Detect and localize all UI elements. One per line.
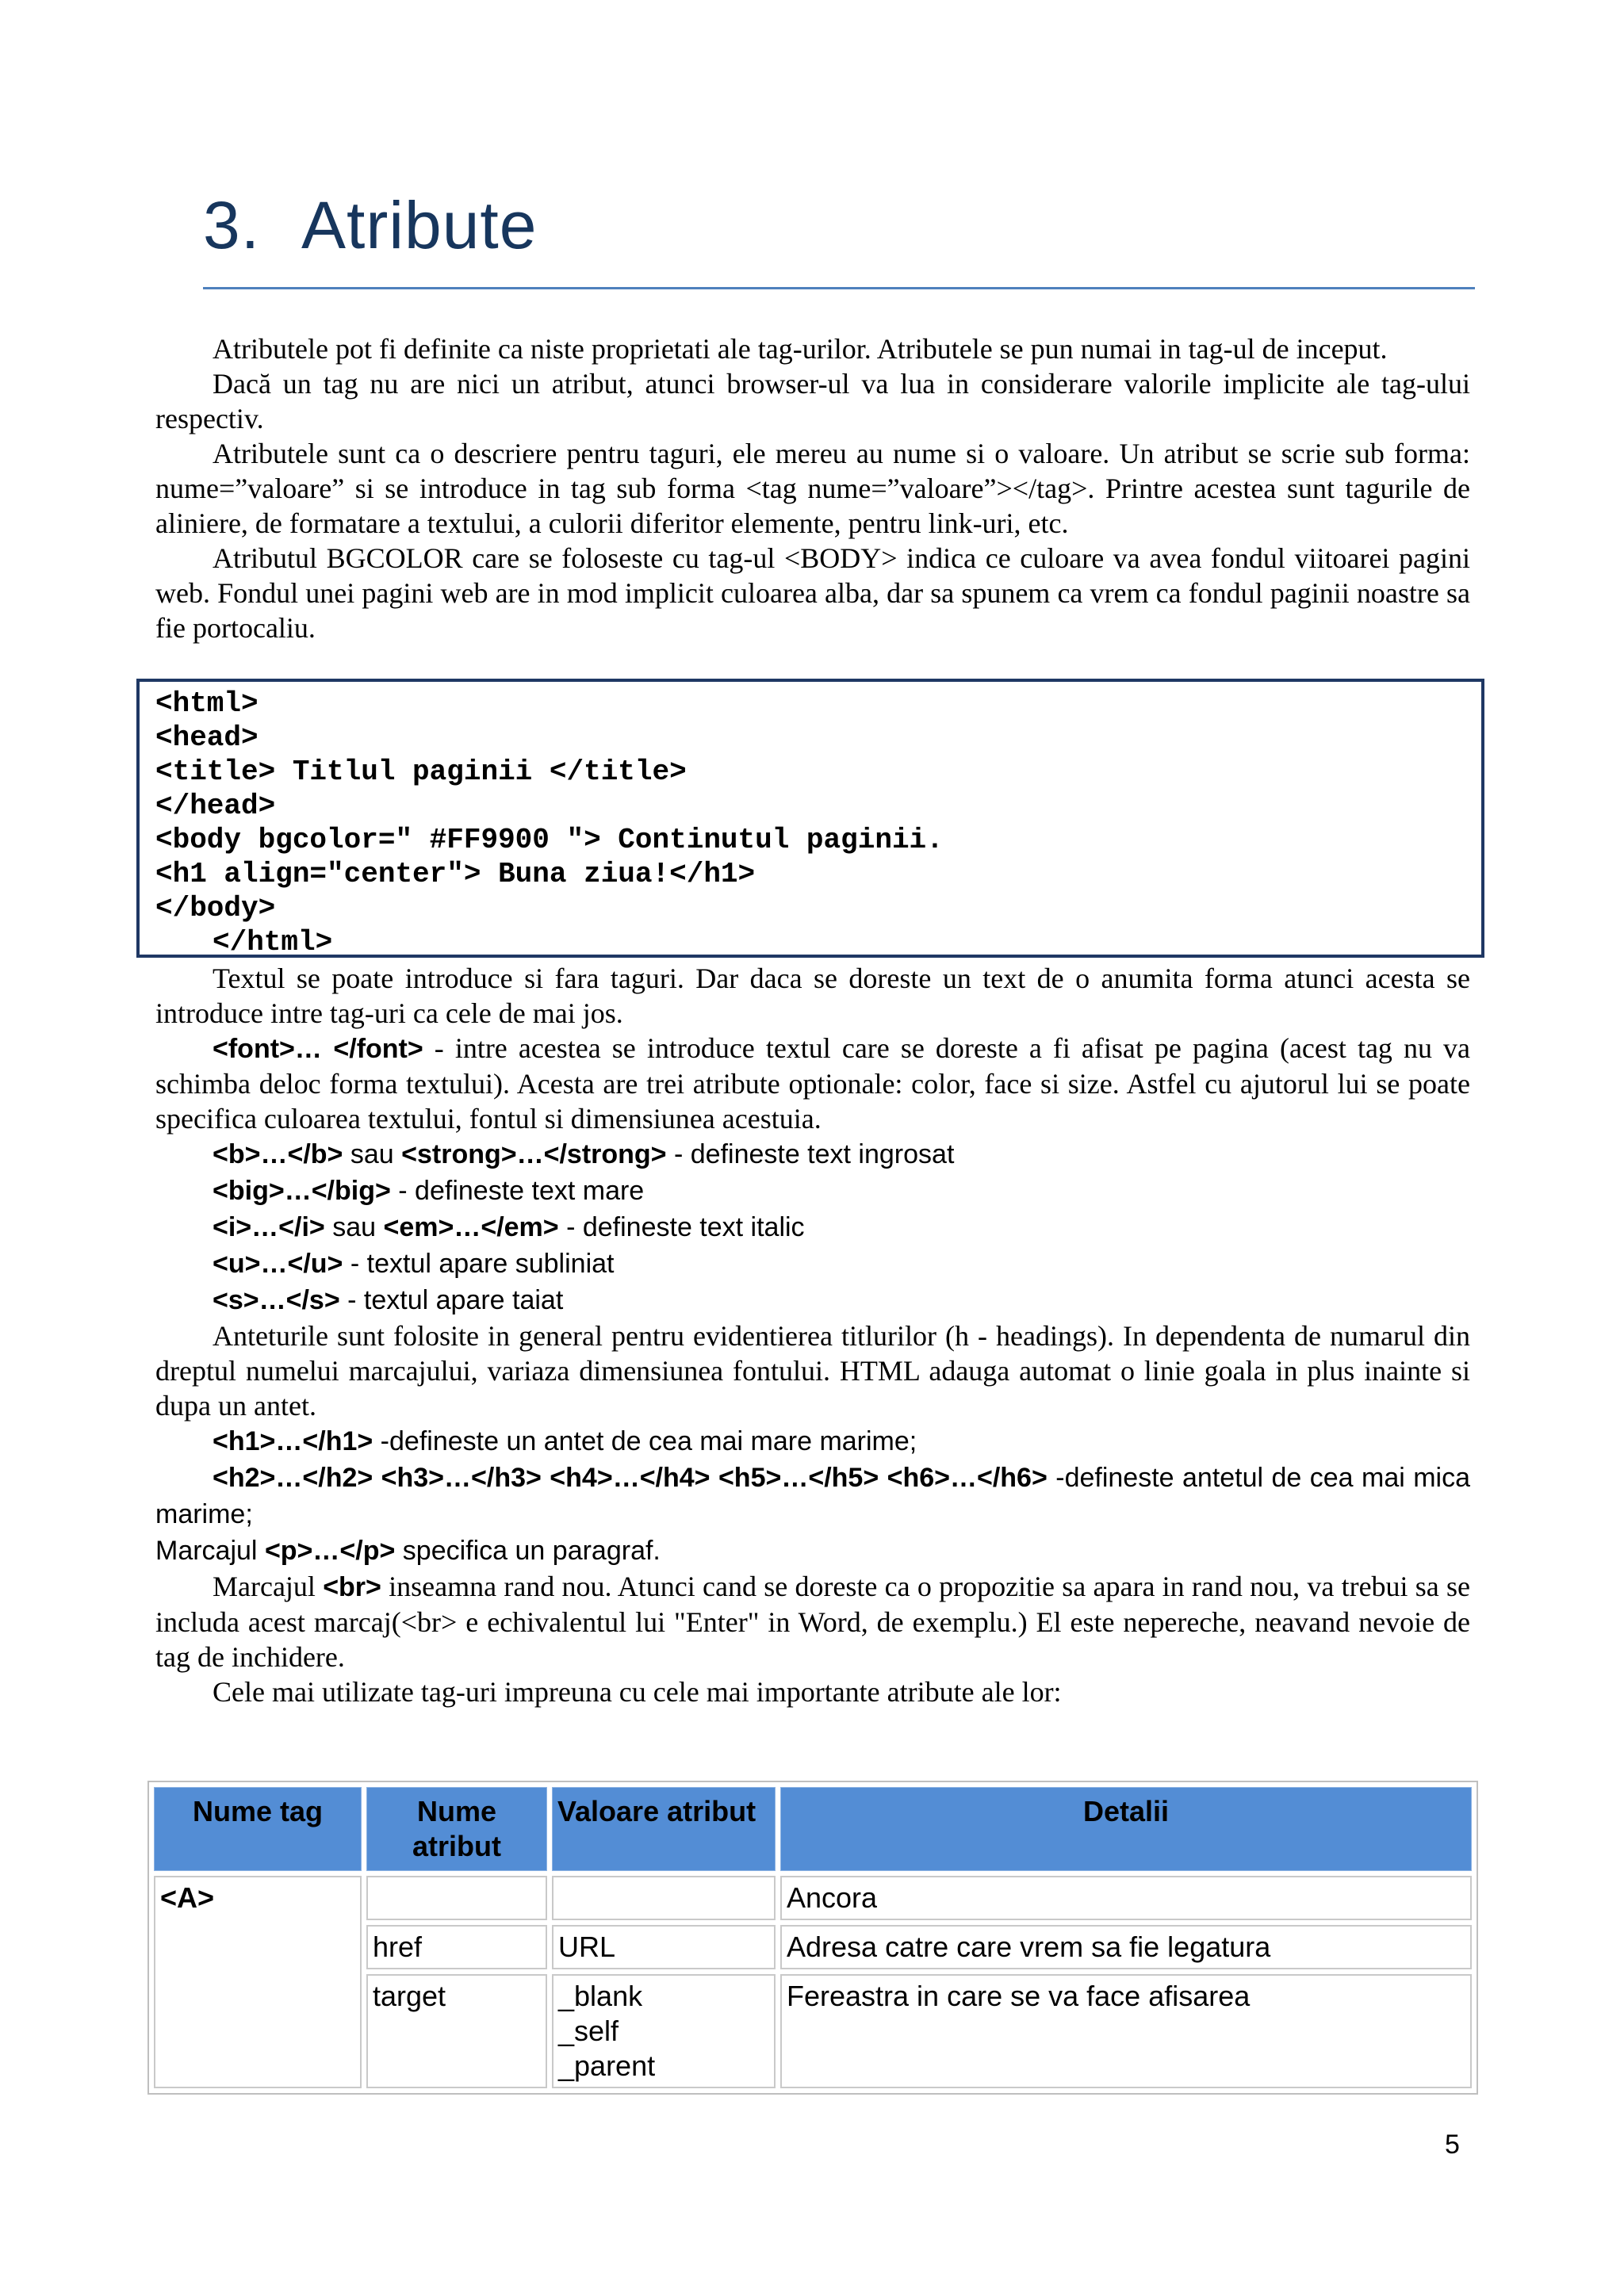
- table-cell: URL: [552, 1925, 776, 1969]
- paragraph: Textul se poate introduce si fara taguri. Dar daca se doreste un text de o anumita forma atunci acesta se introduce intre tag-uri ca cele de mai jos.: [155, 962, 1470, 1029]
- code-example-box: [136, 679, 1484, 958]
- paragraph: Atributele pot fi definite ca niste proprietati ale tag-urilor. Atributele se pun numai in tag-ul de inceput.: [213, 333, 1388, 365]
- paragraph: Cele mai utilizate tag-uri impreuna cu cele mai importante atribute ale lor:: [213, 1676, 1062, 1708]
- code-line: <html>: [155, 687, 259, 720]
- code-line: <title> Titlul paginii </title>: [155, 756, 687, 788]
- table-cell: [366, 1876, 547, 1920]
- formatting-text: [155, 961, 1470, 1709]
- page-number: 5: [1445, 2130, 1460, 2160]
- column-header: Nume tag: [154, 1787, 362, 1871]
- format-line: <s>…</s> - textul apare taiat: [213, 1285, 564, 1315]
- table-cell: Adresa catre care vrem sa fie legatura: [780, 1925, 1472, 1969]
- section-title: Atribute: [301, 188, 538, 262]
- table-cell: _blank _self _parent: [552, 1974, 776, 2088]
- column-header: Nume atribut: [366, 1787, 547, 1871]
- code-line: </html>: [213, 926, 333, 959]
- h2-h6-line: <h2>…</h2> <h3>…</h3> <h4>…</h4> <h5>…</h5> <h6>…</h6> -defineste antetul de cea mai mica marime;: [155, 1463, 1470, 1529]
- table-cell: [552, 1876, 776, 1920]
- paragraph: Atributele sunt ca o descriere pentru taguri, ele mereu au nume si o valoare. Un atribut se scrie sub forma: nume=”valoare” si se introduce in tag sub forma <tag nume=”valoare”></tag>. Printre acestea sunt tagurile de aliniere, de formatare a textului, a culorii diferitor elemente, pentru link-uri, etc.: [155, 438, 1470, 539]
- h1-line: <h1>…</h1> -defineste un antet de cea mai mare marime;: [213, 1426, 917, 1456]
- table-cell: href: [366, 1925, 547, 1969]
- code-line: </head>: [155, 790, 276, 822]
- code-line: <head>: [155, 721, 259, 754]
- section-number: 3.: [203, 188, 261, 262]
- format-line: <u>…</u> - textul apare subliniat: [213, 1249, 615, 1279]
- code-line: <body bgcolor=" #FF9900 "> Continutul paginii.: [155, 824, 944, 856]
- table-header-row: [154, 1787, 1472, 1871]
- paragraph: Dacă un tag nu are nici un atribut, atunci browser-ul va lua in considerare valorile implicite ale tag-ului respectiv.: [155, 368, 1470, 434]
- paragraph: Anteturile sunt folosite in general pentru evidentierea titlurilor (h - headings). In dependenta de numarul din dreptul numelui marcajului, variaza dimensiunea fontului. HTML adauga automat o linie goala in plus inainte si dupa un antet.: [155, 1320, 1470, 1422]
- tag-name-cell: <A>: [154, 1876, 362, 2088]
- heading-underline: [203, 287, 1475, 289]
- table-cell: Ancora: [780, 1876, 1472, 1920]
- table-cell: Fereastra in care se va face afisarea: [780, 1974, 1472, 2088]
- column-header: Detalii: [780, 1787, 1472, 1871]
- code-line: <h1 align="center"> Buna ziua!</h1>: [155, 858, 756, 890]
- intro-text: [155, 331, 1470, 645]
- table-cell: target: [366, 1974, 547, 2088]
- paragraph: Atributul BGCOLOR care se foloseste cu tag-ul <BODY> indica ce culoare va avea fondul viitoarei pagini web. Fondul unei pagini web are in mod implicit culoarea alba, dar sa spunem ca vrem ca fondul paginii noastre sa fie portocaliu.: [155, 542, 1470, 644]
- section-heading: [203, 189, 538, 262]
- br-paragraph: Marcajul <br> inseamna rand nou. Atunci cand se doreste ca o propozitie sa apara in rand nou, va trebui sa se includa acest marcaj(<br> e echivalentul lui "Enter" in Word, de exemplu.) El este nepereche, neavand nevoie de tag de inchidere.: [155, 1571, 1471, 1673]
- code-line: </body>: [155, 892, 276, 924]
- table-row: [154, 1876, 1472, 1920]
- format-line: <i>…</i> sau <em>…</em> - defineste text italic: [213, 1212, 805, 1242]
- format-line: <b>…</b> sau <strong>…</strong> - defineste text ingrosat: [213, 1139, 955, 1169]
- format-line: <big>…</big> - defineste text mare: [213, 1176, 645, 1206]
- tag-code: <font>… </font>: [213, 1034, 423, 1064]
- column-header: Valoare atribut: [552, 1787, 776, 1871]
- p-tag-line: Marcajul <p>…</p> specifica un paragraf.: [155, 1536, 661, 1566]
- font-tag-paragraph: <font>… </font> - intre acestea se introduce textul care se doreste a fi afisat pe pagina (acest tag nu va schimba deloc forma textului). Acesta are trei atribute optionale: color, face si size. Astfel cu ajutorul lui se poate specifica culoarea textului, fontul si dimensiunea acestuia.: [155, 1032, 1470, 1135]
- tags-table: [147, 1781, 1478, 2095]
